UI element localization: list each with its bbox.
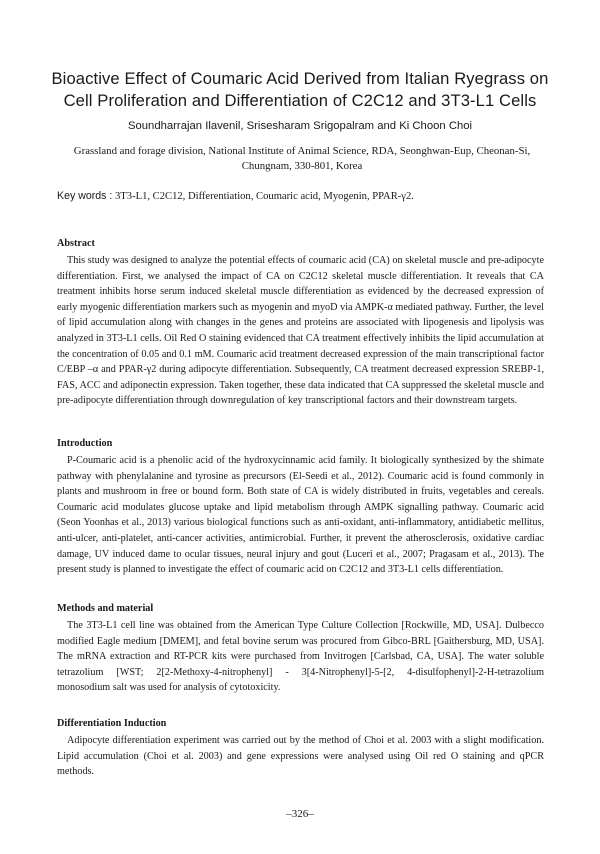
introduction-heading: Introduction — [57, 438, 113, 449]
methods-heading: Methods and material — [57, 603, 154, 614]
methods-section — [57, 603, 544, 696]
keywords — [57, 190, 557, 202]
introduction-text: P-Coumaric acid is a phenolic acid of the hydroxycinnamic acid family. It biologically synthesized by the shimate pathway with phenylalanine and tyrosine as precursors (El-Seedi et al., 2012). Coumaric acid is found commonly in plants and mushroom in free or bound form. Both state of CA is widely distributed in fruits, vegetables and cereals. Coumaric acid modulates glucose uptake and lipid metabolism through AMPK signalling pathway. Coumaric acid (Seon Yoonhas et al., 2013) various biological functions such as anti-oxidant, anti-inflammatory, antidiabetic mellitus, anti-ulcer, anti-platelet, anti-cancer activities, antimicrobial. Further, it prevent the atherosclerosis, oxidative cardiac damage, UV induced dame to ocular tissues, neural injury and gout (Luceri et al., 2007; Pragasam et al., 2013). The present study is planned to investigate the effect of coumaric acid on C2C12 and 3T3-L1 cells differentiation. — [57, 455, 544, 576]
abstract-heading: Abstract — [57, 238, 95, 249]
differentiation-text: Adipocyte differentiation experiment was carried out by the method of Choi et al. 2003 with a slight modification. Lipid accumulation (Choi et al. 2003) and gene expressions were analysed using Oil red O staining and qPCR methods. — [57, 735, 544, 778]
introduction-section — [57, 438, 544, 578]
abstract-text: This study was designed to analyze the potential effects of coumaric acid (CA) on skeletal muscle and pre-adipocyte differentiation. First, we analysed the impact of CA on C2C12 skeletal muscle differentiation. It reveals that CA treatment inhibits horse serum induced skeletal muscle differentiation as evidenced by the decreased expression of early myogenic differentiation markers such as myogenin and myoD via AMPK-α mediated pathway. Further, the level of lipid accumulation along with changes in the genes and proteins are associated with lipogenesis and lipolysis was analyzed in 3T3-L1 cells. Oil Red O staining evidenced that CA treatment effectively inhibits the lipid accumulation at the concentration of 0.05 and 0.1 mM. Coumaric acid treatment decreased expression of the main transcriptional factor C/EBP –α and PPAR-γ2 during adipocyte differentiation. Subsequently, CA treatment decreased expression SREBP-1, FAS, ACC and adiponectin expression. Taken together, these data indicated that CA suppressed the skeletal muscle and pre-adipocyte differentiation through downregulation of key transcriptional factors and their downstream targets. — [57, 255, 544, 407]
keywords-label: Key words : — [57, 190, 113, 202]
affiliation — [60, 144, 544, 174]
keywords-list: 3T3-L1, C2C12, Differentiation, Coumaric acid, Myogenin, PPAR-γ2. — [115, 191, 414, 202]
page-number: –326– — [286, 808, 314, 820]
title-line-1: Bioactive Effect of Coumaric Acid Derived from Italian Ryegrass on — [51, 69, 549, 88]
methods-text: The 3T3-L1 cell line was obtained from the American Type Culture Collection [Rockwille, MD, USA]. Dulbecco modified Eagle medium [DMEM], and fetal bovine serum was procured from Gibco-BRL [Gaithersburg, MD, USA]. The mRNA extraction and RT-PCR kits were purchased from Invitrogen [Carlsbad, CA, USA]. The water soluble tetrazolium [WST; 2[2-Methoxy-4-nitrophenyl] - 3[4-Nitrophenyl]-5-[2, 4-disulfophenyl]-2-H-tetrazolium monosodium salt was used for analysis of cytotoxicity. — [57, 620, 544, 694]
differentiation-heading: Differentiation Induction — [57, 718, 167, 729]
author-list: Soundharrajan Ilavenil, Srisesharam Srigopalram and Ki Choon Choi — [127, 120, 473, 132]
affiliation-line-1: Grassland and forage division, National Institute of Animal Science, RDA, Seonghwan-Eup, Cheonan-Si, — [73, 145, 531, 157]
paper-title — [40, 68, 560, 112]
title-line-2: Cell Proliferation and Differentiation of C2C12 and 3T3-L1 Cells — [63, 91, 537, 110]
differentiation-section — [57, 718, 544, 780]
affiliation-line-2: Chungnam, 330-801, Korea — [241, 160, 363, 172]
abstract-section — [57, 238, 544, 409]
